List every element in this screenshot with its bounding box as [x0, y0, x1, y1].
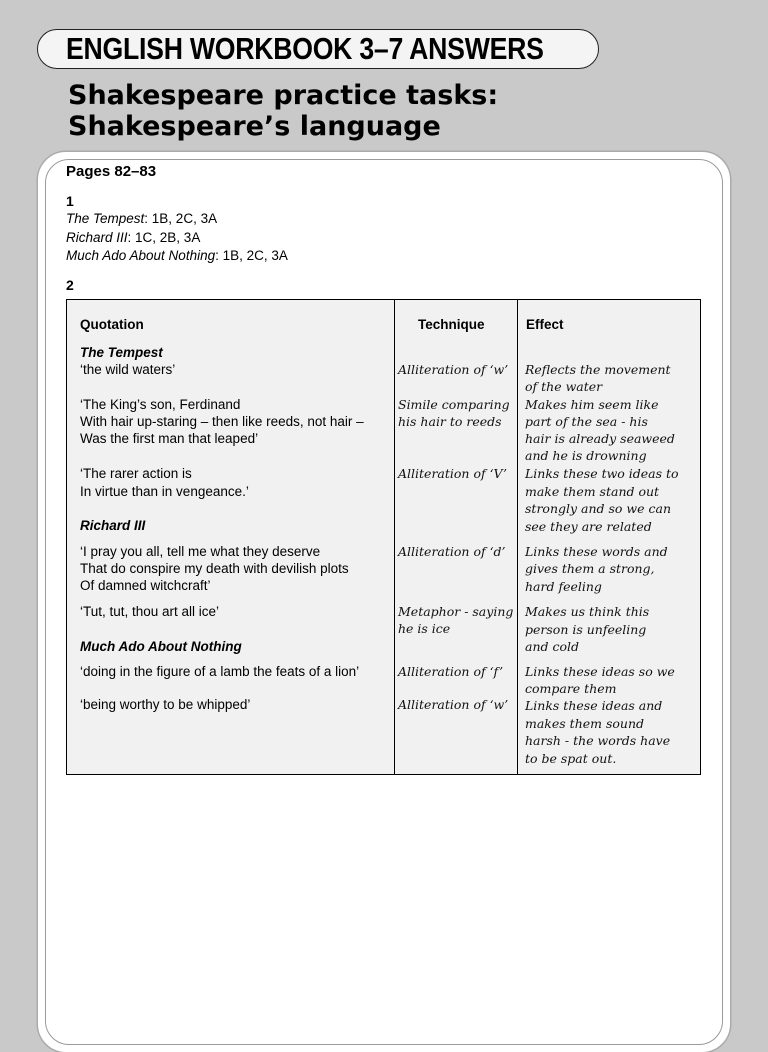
effect-line: person is unfeeling [525, 622, 647, 637]
effect-line: make them stand out [525, 484, 660, 499]
effect-line: Links these ideas and [525, 698, 663, 713]
technique-line: Alliteration of ‘w’ [398, 362, 509, 377]
effect-line: part of the sea - his [525, 414, 648, 429]
quotation-line: Of damned witchcraft’ [80, 578, 211, 593]
technique-line: his hair to reeds [398, 414, 502, 429]
title-banner [37, 29, 599, 69]
play-heading-muchado: Much Ado About Nothing [80, 639, 242, 654]
effect-line: harsh - the words have [525, 733, 671, 748]
q1-answer-richard [66, 230, 200, 245]
headline-line-1: Shakespeare practice tasks: [68, 80, 499, 111]
effect-line: Makes him seem like [525, 397, 659, 412]
effect-line: to be spat out. [525, 751, 617, 766]
q1-answer-text: : 1C, 2B, 3A [127, 230, 201, 245]
technique-line: Simile comparing [398, 397, 510, 412]
effect-line: hair is already seaweed [525, 431, 675, 446]
quotation-line: Was the first man that leaped’ [80, 431, 259, 446]
q1-answer-text: : 1B, 2C, 3A [215, 248, 288, 263]
language-table [66, 299, 701, 775]
column-divider [517, 300, 518, 774]
technique-line: Metaphor - saying [398, 604, 514, 619]
q1-play-name: Richard III [66, 230, 128, 245]
header-technique: Technique [418, 317, 485, 332]
question-2-number: 2 [66, 277, 74, 293]
effect-line: Links these words and [525, 544, 668, 559]
technique-line: Alliteration of ‘d’ [398, 544, 506, 559]
quotation-line: ‘I pray you all, tell me what they deserve [80, 544, 321, 559]
quotation-line: ‘The rarer action is [80, 466, 192, 481]
quotation-line: With hair up-staring – then like reeds, not hair – [80, 414, 364, 429]
header-effect: Effect [526, 317, 564, 332]
page-headline [68, 80, 498, 142]
technique-line: he is ice [398, 621, 451, 636]
quotation-line: ‘doing in the figure of a lamb the feats of a lion’ [80, 664, 360, 679]
quotation-line: ‘The King’s son, Ferdinand [80, 397, 241, 412]
effect-line: and cold [525, 639, 580, 654]
technique-line: Alliteration of ‘f’ [398, 664, 504, 679]
technique-line: Alliteration of ‘V’ [398, 466, 507, 481]
headline-line-2: Shakespeare’s language [68, 111, 441, 142]
q1-play-name: The Tempest [66, 211, 145, 226]
effect-line: Reflects the movement [525, 362, 671, 377]
quotation-line: That do conspire my death with devilish plots [80, 561, 349, 576]
effect-line: see they are related [525, 519, 652, 534]
play-heading-richard: Richard III [80, 518, 146, 533]
effect-line: Links these ideas so we [525, 664, 675, 679]
effect-line: strongly and so we can [525, 501, 671, 516]
header-quotation: Quotation [80, 317, 144, 332]
effect-line: Makes us think this [525, 604, 650, 619]
effect-line: makes them sound [525, 716, 645, 731]
quotation-line: ‘the wild waters’ [80, 362, 176, 377]
quotation-line: ‘being worthy to be whipped’ [80, 697, 251, 712]
effect-line: of the water [525, 379, 603, 394]
quotation-line: In virtue than in vengeance.’ [80, 484, 249, 499]
effect-line: Links these two ideas to [525, 466, 679, 481]
banner-title: ENGLISH WORKBOOK 3–7 ANSWERS [66, 31, 544, 66]
play-heading-tempest: The Tempest [80, 345, 163, 360]
q1-play-name: Much Ado About Nothing [66, 248, 216, 263]
technique-line: Alliteration of ‘w’ [398, 697, 509, 712]
q1-answer-tempest [66, 211, 217, 226]
effect-line: and he is drowning [525, 448, 647, 463]
q1-answer-text: : 1B, 2C, 3A [144, 211, 218, 226]
effect-line: hard feeling [525, 579, 602, 594]
effect-line: gives them a strong, [525, 561, 655, 576]
column-divider [394, 300, 395, 774]
q1-answer-muchado [66, 248, 288, 263]
pages-label: Pages 82–83 [66, 163, 157, 180]
effect-line: compare them [525, 681, 617, 696]
question-1-number: 1 [66, 193, 74, 209]
quotation-line: ‘Tut, tut, thou art all ice’ [80, 604, 220, 619]
